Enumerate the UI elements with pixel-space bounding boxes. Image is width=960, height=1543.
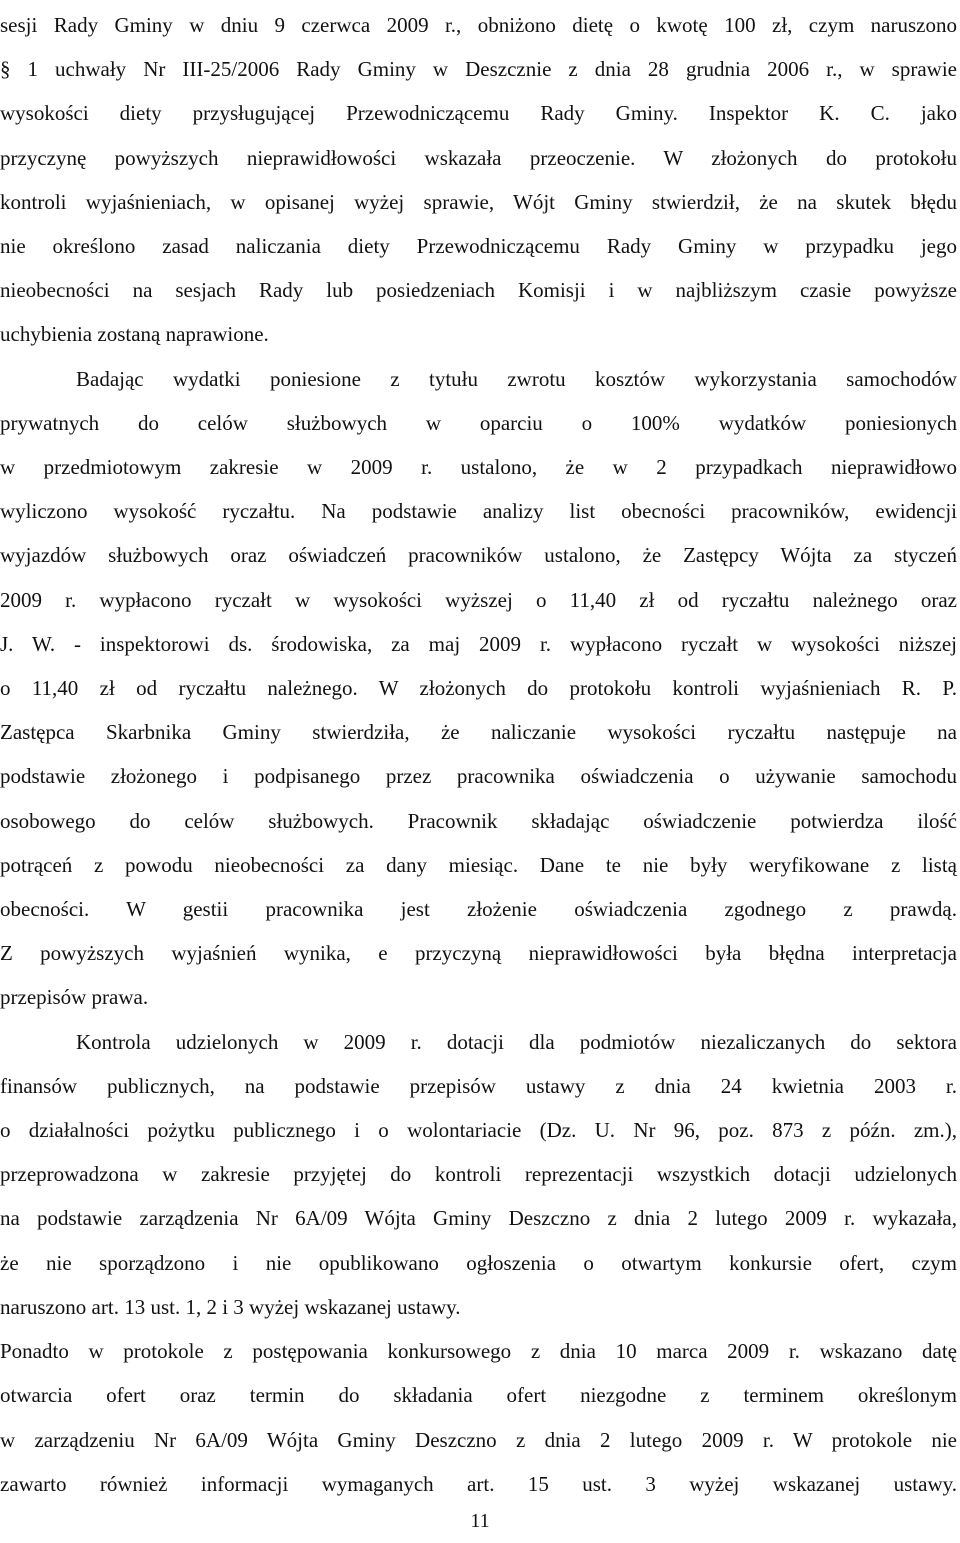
text-line: zawarto również informacji wymaganych art. 15 ust. 3 wyżej wskazanej ustawy. <box>0 1471 957 1496</box>
text-line: osobowego do celów służbowych. Pracownik składając oświadczenie potwierdza ilość <box>0 808 957 833</box>
text-line: nieobecności na sesjach Rady lub posiedzeniach Komisji i w najbliższym czasie powyższe <box>0 278 957 303</box>
paragraph-competition-protocol <box>0 1329 957 1506</box>
paragraph-car-allowance <box>0 357 957 1020</box>
paragraph-diet <box>0 0 957 357</box>
text-line: J. W. - inspektorowi ds. środowiska, za maj 2009 r. wypłacono ryczałt w wysokości niższej <box>0 631 957 656</box>
text-line: na podstawie zarządzenia Nr 6A/09 Wójta Gminy Deszczno z dnia 2 lutego 2009 r. wykazała, <box>0 1206 957 1231</box>
text-line: wyliczono wysokość ryczałtu. Na podstawie analizy list obecności pracowników, ewidencji <box>0 499 957 524</box>
text-line: przyczynę powyższych nieprawidłowości wskazała przeoczenie. W złożonych do protokołu <box>0 145 957 170</box>
text-line: prywatnych do celów służbowych w oparciu o 100% wydatków poniesionych <box>0 410 957 435</box>
text-line: wysokości diety przysługującej Przewodniczącemu Rady Gminy. Inspektor K. C. jako <box>0 101 957 126</box>
text-line: przeprowadzona w zakresie przyjętej do kontroli reprezentacji wszystkich dotacji udzielonych <box>0 1162 957 1187</box>
text-line: Ponadto w protokole z postępowania konkursowego z dnia 10 marca 2009 r. wskazano datę <box>0 1339 957 1364</box>
text-line: o działalności pożytku publicznego i o wolontariacie (Dz. U. Nr 96, poz. 873 z późn. zm.), <box>0 1118 957 1143</box>
text-line: nie określono zasad naliczania diety Przewodniczącemu Rady Gminy w przypadku jego <box>0 234 957 259</box>
paragraph-subsidies <box>0 1020 957 1329</box>
text-line: wyjazdów służbowych oraz oświadczeń pracowników ustalono, że Zastępcy Wójta za styczeń <box>0 543 957 568</box>
text-line: Badając wydatki poniesione z tytułu zwrotu kosztów wykorzystania samochodów <box>76 366 957 391</box>
text-line: kontroli wyjaśnieniach, w opisanej wyżej sprawie, Wójt Gminy stwierdził, że na skutek błędu <box>0 189 957 214</box>
text-line: o 11,40 zł od ryczałtu należnego. W złożonych do protokołu kontroli wyjaśnieniach R. P. <box>0 676 957 701</box>
text-line: Kontrola udzielonych w 2009 r. dotacji dla podmiotów niezaliczanych do sektora <box>76 1029 957 1054</box>
text-line: w przedmiotowym zakresie w 2009 r. ustalono, że w 2 przypadkach nieprawidłowo <box>0 455 957 480</box>
page-number: 11 <box>470 1510 490 1532</box>
text-line: naruszono art. 13 ust. 1, 2 i 3 wyżej wskazanej ustawy. <box>0 1294 461 1319</box>
text-line: 2009 r. wypłacono ryczałt w wysokości wyższej o 11,40 zł od ryczałtu należnego oraz <box>0 587 957 612</box>
text-line: podstawie złożonego i podpisanego przez pracownika oświadczenia o używanie samochodu <box>0 764 957 789</box>
text-line: potrąceń z powodu nieobecności za dany miesiąc. Dane te nie były weryfikowane z listą <box>0 852 957 877</box>
text-line: obecności. W gestii pracownika jest złożenie oświadczenia zgodnego z prawdą. <box>0 897 957 922</box>
text-line: otwarcia ofert oraz termin do składania ofert niezgodne z terminem określonym <box>0 1383 957 1408</box>
text-line: uchybienia zostaną naprawione. <box>0 322 269 347</box>
text-line: Zastępca Skarbnika Gminy stwierdziła, że naliczanie wysokości ryczałtu następuje na <box>0 720 957 745</box>
text-line: w zarządzeniu Nr 6A/09 Wójta Gminy Deszczno z dnia 2 lutego 2009 r. W protokole nie <box>0 1427 957 1452</box>
text-line: Z powyższych wyjaśnień wynika, e przyczyną nieprawidłowości była błędna interpretacja <box>0 941 957 966</box>
text-line: przepisów prawa. <box>0 985 149 1010</box>
text-line: finansów publicznych, na podstawie przepisów ustawy z dnia 24 kwietnia 2003 r. <box>0 1073 957 1098</box>
text-line: że nie sporządzono i nie opublikowano ogłoszenia o otwartym konkursie ofert, czym <box>0 1250 957 1275</box>
text-line: sesji Rady Gminy w dniu 9 czerwca 2009 r., obniżono dietę o kwotę 100 zł, czym naruszono <box>0 13 957 37</box>
text-line: § 1 uchwały Nr III-25/2006 Rady Gminy w Deszcznie z dnia 28 grudnia 2006 r., w sprawie <box>0 57 957 82</box>
